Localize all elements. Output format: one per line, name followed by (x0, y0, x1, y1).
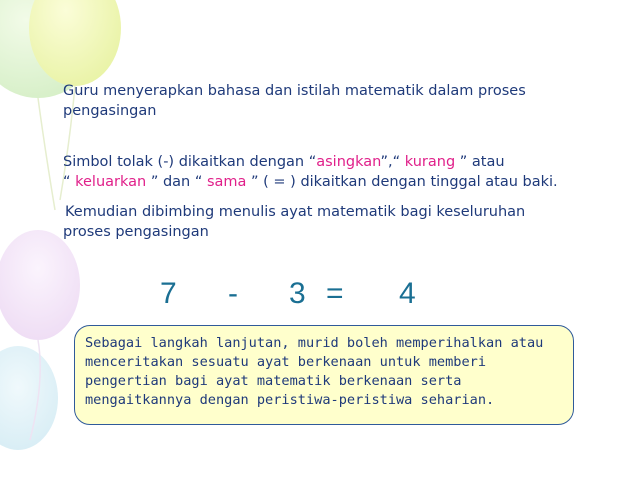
operand-a: 7 (160, 277, 177, 310)
paragraph-guided-writing (65, 202, 525, 242)
balloon-purple (0, 230, 80, 340)
text-line (63, 152, 558, 172)
text-segment: ” dan “ (146, 174, 207, 190)
text-segment: Simbol tolak (-) dikaitkan dengan “ (63, 154, 317, 170)
operand-b: 3 (289, 277, 306, 310)
text-line: menceritakan sesuatu ayat berkenaan untuk memberi (85, 354, 487, 370)
text-line: pengasingan (63, 103, 157, 119)
text-line: pengertian bagi ayat matematik berkenaan serta (85, 373, 462, 389)
text-segment: ” ( = ) dikaitkan dengan tinggal atau baki. (246, 174, 558, 190)
note-text (85, 334, 565, 410)
balloon-blue (0, 346, 58, 450)
minus-sign: - (228, 277, 238, 310)
highlight-term-keluarkan: keluarkan (75, 174, 147, 190)
text-segment: “ (63, 174, 76, 190)
balloon-string (38, 98, 55, 210)
text-line: Guru menyerapkan bahasa dan istilah matematik dalam proses (63, 83, 526, 99)
text-line: Kemudian dibimbing menulis ayat matematik bagi keseluruhan (65, 204, 526, 220)
note-box (74, 325, 574, 425)
highlight-term-sama: sama (206, 174, 247, 190)
text-line: mengaitkannya dengan peristiwa-peristiwa seharian. (85, 392, 495, 408)
highlight-term-kurang: kurang (404, 154, 456, 170)
text-line: Sebagai langkah lanjutan, murid boleh memperihalkan atau (85, 335, 544, 351)
paragraph-language (63, 81, 526, 121)
result: 4 (399, 277, 416, 310)
text-segment: ”,“ (380, 154, 405, 170)
paragraph-symbols (63, 152, 558, 192)
text-segment: ” atau (455, 154, 505, 170)
text-line: proses pengasingan (63, 224, 209, 240)
text-line (63, 172, 558, 192)
equals-sign: = (326, 277, 344, 310)
highlight-term-asingkan: asingkan (316, 154, 381, 170)
